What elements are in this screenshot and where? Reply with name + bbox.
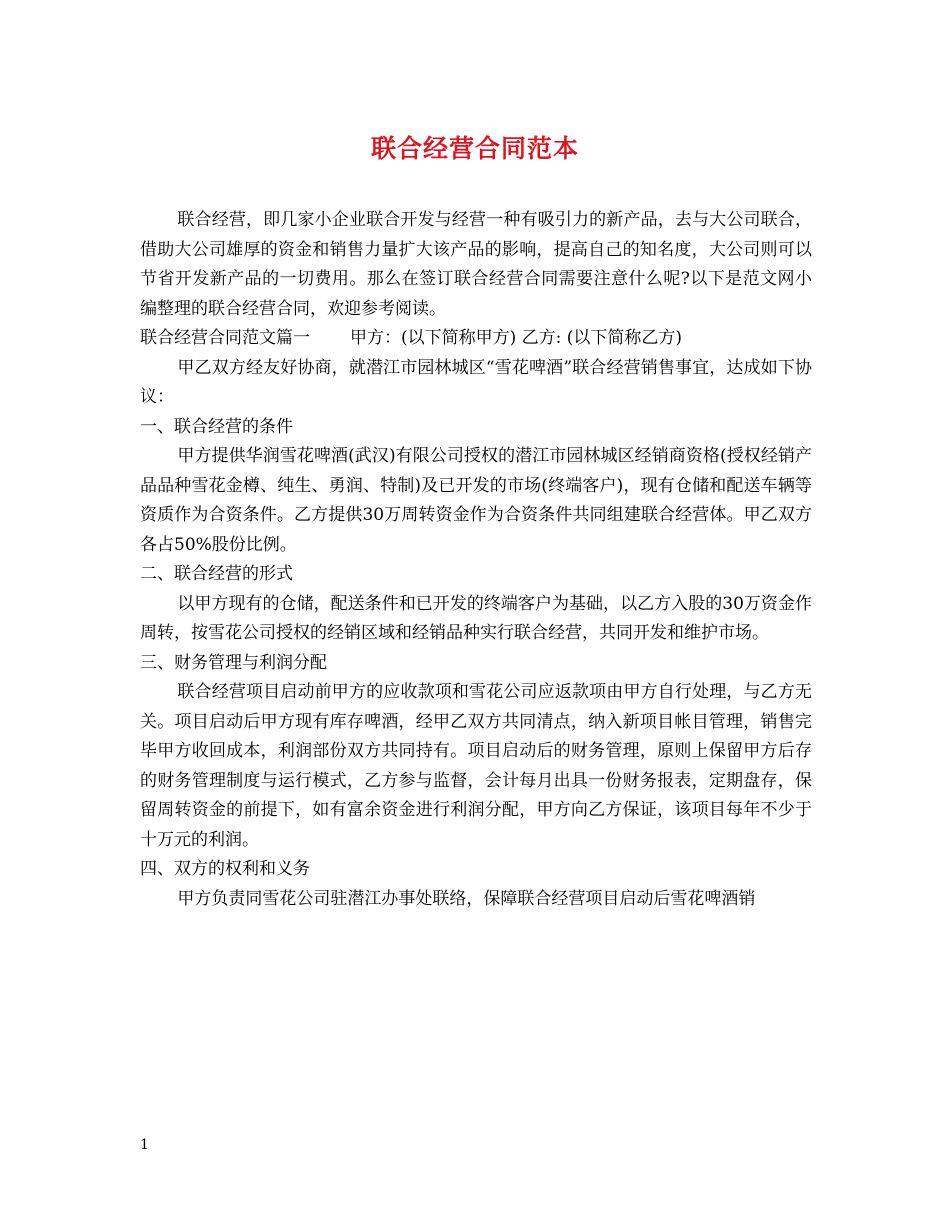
section-paragraph-3: 联合经营项目启动前甲方的应收款项和雪花公司应返款项由甲方自行处理，与乙方无关。项目启动后甲方现有库存啤酒，经甲乙双方共同清点，纳入新项目帐目管理，销售完毕甲方收回成本，利润部份双方共同持有。项目启动后的财务管理，原则上保留甲方后存的财务管理制度与运行模式，乙方参与监督，会计每月出具一份财务报表，定期盘存，保留周转资金的前提下，如有富余资金进行利润分配，甲方向乙方保证，该项目每年不少于十万元的利润。 <box>140 682 812 850</box>
section-paragraph-1: 甲方提供华润雪花啤酒(武汉)有限公司授权的潜江市园林城区经销商资格(授权经销产品品种雪花金樽、纯生、勇润、特制)及已开发的市场(终端客户)，现有仓储和配送车辆等资质作为合资条件。乙方提供30万周转资金作为合资条件共同组建联合经营体。甲乙双方各占50%股份比例。 <box>140 446 812 555</box>
intro-paragraph: 联合经营，即几家小企业联合开发与经营一种有吸引力的新产品，去与大公司联合，借助大公司雄厚的资金和销售力量扩大该产品的影响，提高自己的知名度，大公司则可以节省开发新产品的一切费用。那么在签订联合经营合同需要注意什么呢?以下是范文网小编整理的联合经营合同，欢迎参考阅读。 <box>140 210 812 319</box>
document-title: 联合经营合同范本 <box>370 134 579 163</box>
section-paragraph-2: 以甲方现有的仓储，配送条件和已开发的终端客户为基础，以乙方入股的30万资金作周转，按雪花公司授权的经销区域和经销品种实行联合经营，共同开发和维护市场。 <box>140 593 812 643</box>
section-heading-4: 四、双方的权利和义务 <box>140 859 310 879</box>
section-label: 联合经营合同范文篇一 <box>140 328 310 348</box>
document-body <box>140 206 812 914</box>
party-a: 甲方：(以下简称甲方) <box>350 328 517 348</box>
party-b: 乙方: (以下简称乙方) <box>521 328 683 348</box>
section-heading-1: 一、联合经营的条件 <box>140 416 293 437</box>
parties-line <box>140 324 812 354</box>
section-heading-2: 二、联合经营的形式 <box>140 564 293 584</box>
section-heading-3: 三、财务管理与利润分配 <box>140 652 327 673</box>
agreement-paragraph: 甲乙双方经友好协商，就潜江市园林城区“雪花啤酒”联合经营销售事宜，达成如下协议： <box>140 357 812 407</box>
page-number: 1 <box>140 1137 149 1153</box>
section-paragraph-4: 甲方负责同雪花公司驻潜江办事处联络，保障联合经营项目启动后雪花啤酒销 <box>177 888 756 909</box>
